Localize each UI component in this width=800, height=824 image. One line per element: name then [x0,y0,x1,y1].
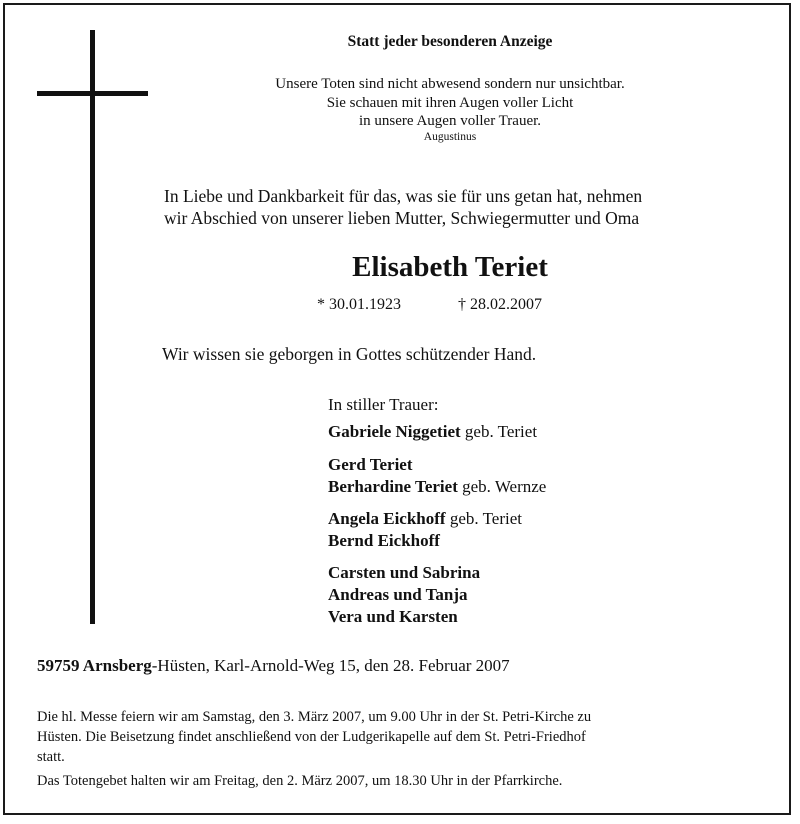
mourner-name: Carsten und Sabrina [328,563,481,582]
mourner-suffix: geb. Wernze [457,477,547,496]
intro-line-2: wir Abschied von unserer lieben Mutter, Schwiegermutter und Oma [164,208,640,228]
birth-date: * 30.01.1923 [317,296,401,313]
mourner-name: Bernd Eickhoff [328,531,440,550]
mourner-entry [328,531,440,551]
mourner-name: Gerd Teriet [328,455,413,474]
mourner-name: Angela Eickhoff [328,509,446,528]
service-line-1: Die hl. Messe feiern wir am Samstag, den 3. März 2007, um 9.00 Uhr in der St. Petri-Kirche zu [37,709,592,725]
quote-line-2: Sie schauen mit ihren Augen voller Licht [326,95,574,111]
address-rest: -Hüsten, Karl-Arnold-Weg 15, den 28. Februar 2007 [151,656,510,675]
faith-line: Wir wissen sie geborgen in Gottes schützender Hand. [162,344,537,364]
death-date: † 28.02.2007 [458,296,542,313]
quote-author: Augustinus [423,131,477,143]
quote-line-1: Unsere Toten sind nicht abwesend sondern nur unsichtbar. [275,76,625,92]
mourner-entry [328,585,468,605]
address-zip-city: 59759 Arnsberg [37,656,152,675]
mourner-entry [328,477,546,497]
notice-header: Statt jeder besonderen Anzeige [347,33,553,50]
service-line-2: Hüsten. Die Beisetzung findet anschließend von der Ludgerikapelle auf dem St. Petri-Friedhof [37,729,586,745]
mourner-suffix: geb. Teriet [445,509,522,528]
mourner-name: Andreas und Tanja [328,585,468,604]
deceased-name: Elisabeth Teriet [352,251,548,283]
address-line [37,656,510,676]
mourner-entry [328,607,458,627]
service-line-3: statt. [37,749,65,765]
mourners-title: In stiller Trauer: [328,395,439,414]
mourner-name: Gabriele Niggetiet [328,422,461,441]
service-line-4: Das Totengebet halten wir am Freitag, den 2. März 2007, um 18.30 Uhr in der Pfarrkirche. [37,773,563,789]
mourner-name: Berhardine Teriet [328,477,458,496]
mourner-suffix: geb. Teriet [460,422,538,441]
mourner-entry [328,563,480,583]
mourner-entry [328,455,413,475]
mourner-entry [328,509,522,529]
intro-line-1: In Liebe und Dankbarkeit für das, was sie für uns getan hat, nehmen [164,186,643,206]
mourner-name: Vera und Karsten [328,607,458,626]
quote-line-3: in unsere Augen voller Trauer. [358,113,542,129]
mourner-entry [328,422,537,442]
